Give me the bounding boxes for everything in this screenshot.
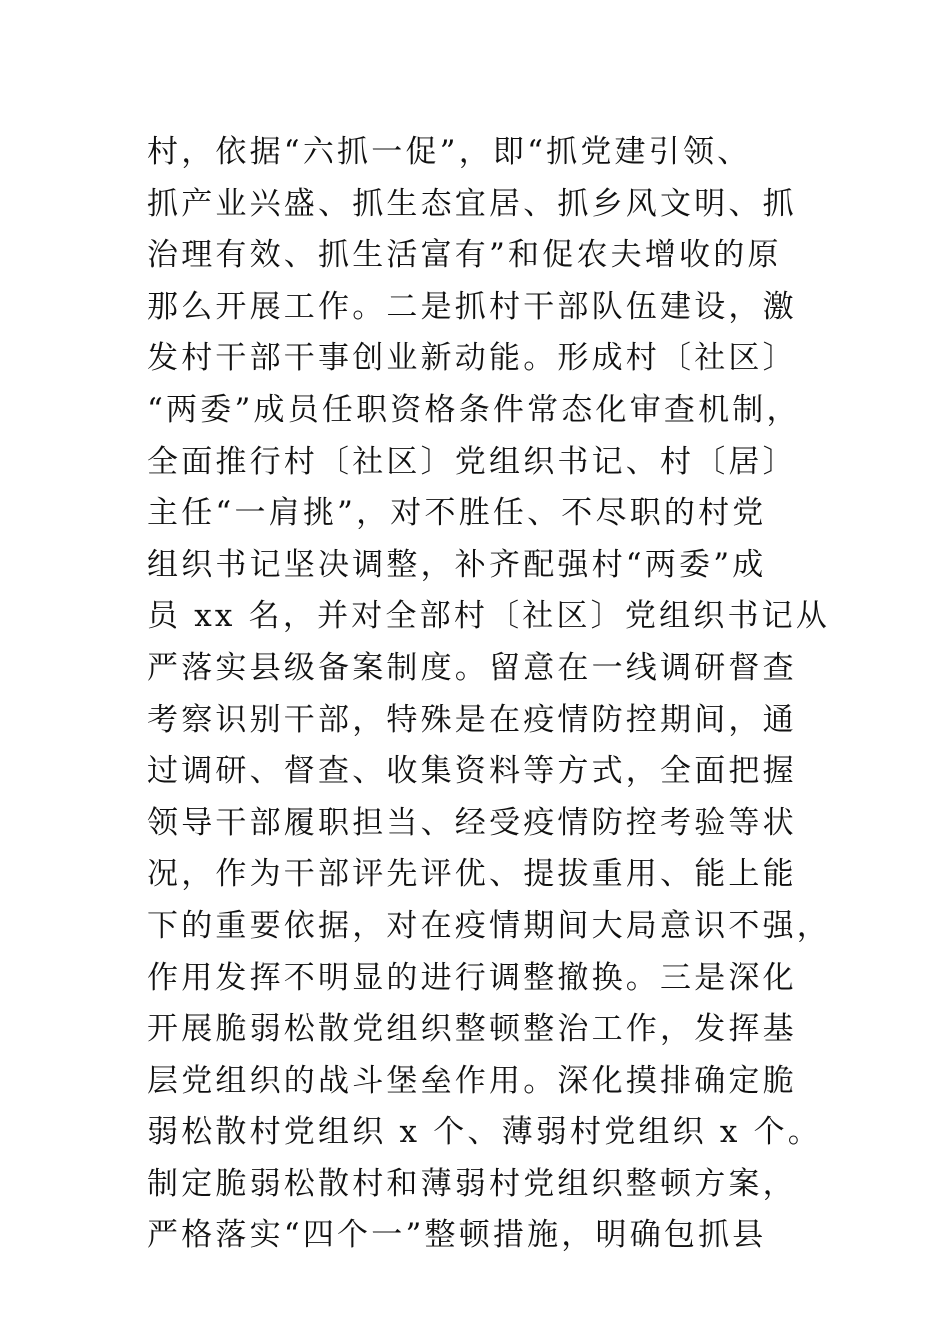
- text-line-18: 开展脆弱松散党组织整顿整治工作，发挥基: [147, 1011, 797, 1048]
- text-line-2: 抓产业兴盛、抓生态宜居、抓乡风文明、抓: [147, 185, 797, 222]
- text-line-13: 过调研、督查、收集资料等方式，全面把握: [147, 753, 797, 790]
- text-line-19: 层党组织的战斗堡垒作用。深化摸排确定脆: [147, 1062, 797, 1099]
- text-line-16: 下的重要依据，对在疫情期间大局意识不强，: [147, 907, 831, 944]
- text-line-3: 治理有效、抓生活富有”和促农夫增收的原: [147, 237, 782, 274]
- text-line-20: 弱松散村党组织 x 个、薄弱村党组织 x 个。: [147, 1114, 822, 1151]
- text-line-14: 领导干部履职担当、经受疫情防控考验等状: [147, 804, 797, 841]
- text-line-9: 组织书记坚决调整，补齐配强村“两委”成: [147, 546, 767, 583]
- text-line-10: 员 xx 名，并对全部村〔社区〕党组织书记从: [147, 598, 831, 635]
- text-line-4: 那么开展工作。二是抓村干部队伍建设，激: [147, 288, 797, 325]
- text-line-15: 况，作为干部评先评优、提拔重用、能上能: [147, 856, 797, 893]
- text-line-6: “两委”成员任职资格条件常态化审查机制，: [147, 391, 801, 428]
- text-line-12: 考察识别干部，特殊是在疫情防控期间，通: [147, 701, 797, 738]
- text-line-11: 严落实县级备案制度。留意在一线调研督查: [147, 649, 797, 686]
- text-line-17: 作用发挥不明显的进行调整撤换。三是深化: [147, 959, 797, 996]
- text-line-5: 发村干部干事创业新动能。形成村〔社区〕: [147, 340, 797, 377]
- text-line-1: 村，依据“六抓一促”，即“抓党建引领、: [147, 134, 752, 170]
- text-line-8: 主任“一肩挑”，对不胜任、不尽职的村党: [147, 495, 767, 532]
- text-line-21: 制定脆弱松散村和薄弱村党组织整顿方案，: [147, 1165, 797, 1202]
- text-line-22: 严格落实“四个一”整顿措施，明确包抓县: [147, 1217, 767, 1254]
- text-line-7: 全面推行村〔社区〕党组织书记、村〔居〕: [147, 443, 797, 480]
- body-text: [147, 127, 837, 1262]
